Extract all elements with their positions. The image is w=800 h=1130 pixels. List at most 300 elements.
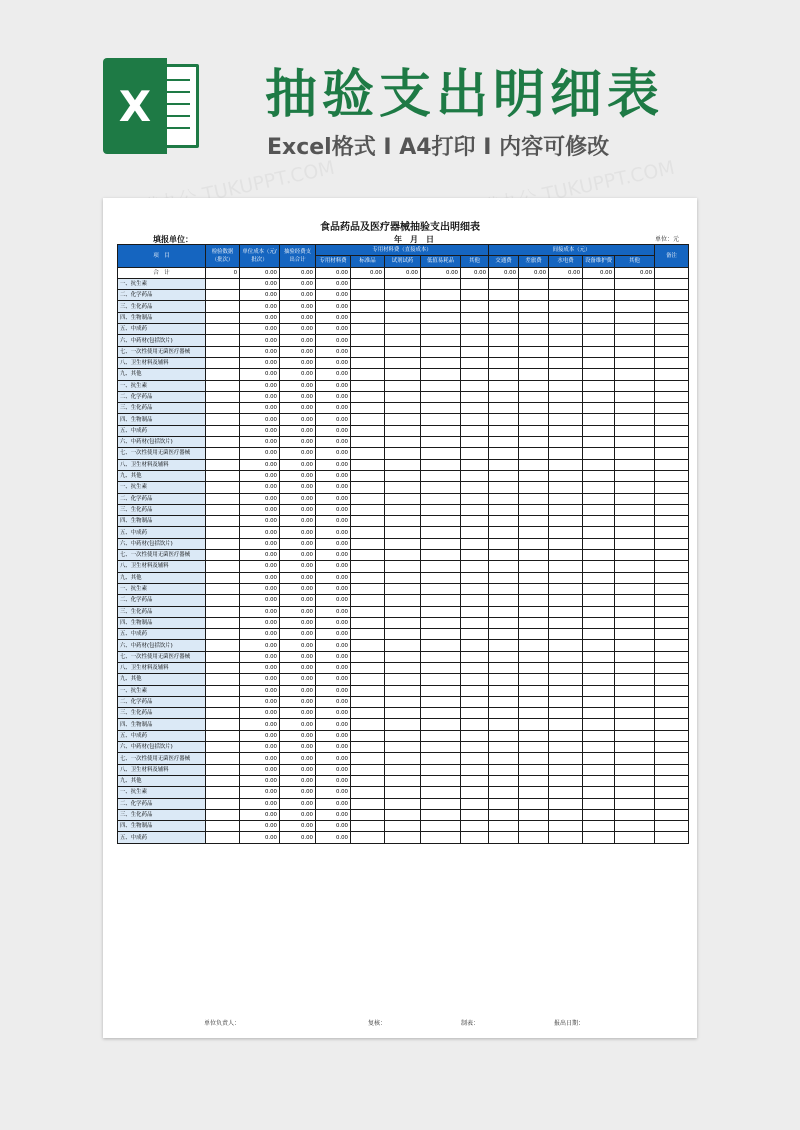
empty-cell xyxy=(385,809,421,820)
empty-cell xyxy=(351,301,385,312)
table-row xyxy=(118,685,689,696)
value-cell: 0.00 xyxy=(240,572,280,583)
empty-cell xyxy=(655,629,689,640)
empty-cell xyxy=(549,414,583,425)
empty-cell xyxy=(549,357,583,368)
empty-cell xyxy=(615,290,655,301)
empty-cell xyxy=(489,391,519,402)
empty-cell xyxy=(489,662,519,673)
table-row xyxy=(118,764,689,775)
empty-cell xyxy=(549,821,583,832)
empty-cell xyxy=(351,685,385,696)
value-cell: 0.00 xyxy=(240,324,280,335)
page-subtitle: Excel格式 I A4打印 I 内容可修改 xyxy=(267,135,610,160)
empty-cell xyxy=(385,606,421,617)
empty-cell xyxy=(489,595,519,606)
empty-cell xyxy=(351,719,385,730)
value-cell: 0.00 xyxy=(316,312,351,323)
empty-cell xyxy=(351,448,385,459)
empty-cell xyxy=(519,595,549,606)
value-cell: 0.00 xyxy=(316,278,351,289)
empty-cell xyxy=(351,832,385,843)
value-cell: 0.00 xyxy=(280,504,316,515)
empty-cell xyxy=(655,651,689,662)
empty-cell xyxy=(385,561,421,572)
empty-cell xyxy=(351,550,385,561)
test-count-cell xyxy=(206,742,240,753)
table-row xyxy=(118,312,689,323)
empty-cell xyxy=(549,324,583,335)
empty-cell xyxy=(489,470,519,481)
row-label: 四、生物制品 xyxy=(118,414,206,425)
value-cell: 0.00 xyxy=(240,482,280,493)
empty-cell xyxy=(489,798,519,809)
value-cell: 0.00 xyxy=(280,470,316,481)
empty-cell xyxy=(615,753,655,764)
value-cell: 0.00 xyxy=(240,380,280,391)
test-count-cell xyxy=(206,617,240,628)
value-cell: 0.00 xyxy=(280,798,316,809)
empty-cell xyxy=(461,561,489,572)
empty-cell xyxy=(489,651,519,662)
empty-cell xyxy=(385,278,421,289)
empty-cell xyxy=(421,730,461,741)
empty-cell xyxy=(519,459,549,470)
empty-cell xyxy=(489,403,519,414)
empty-cell xyxy=(421,708,461,719)
empty-cell xyxy=(655,278,689,289)
empty-cell xyxy=(351,391,385,402)
empty-cell xyxy=(615,617,655,628)
empty-cell xyxy=(519,742,549,753)
row-label: 九、其他 xyxy=(118,470,206,481)
empty-cell xyxy=(549,335,583,346)
empty-cell xyxy=(583,550,615,561)
excel-icon xyxy=(103,58,203,154)
empty-cell xyxy=(421,651,461,662)
empty-cell xyxy=(351,538,385,549)
row-label: 五、中成药 xyxy=(118,629,206,640)
empty-cell xyxy=(351,527,385,538)
test-count-cell xyxy=(206,470,240,481)
empty-cell xyxy=(489,324,519,335)
empty-cell xyxy=(615,403,655,414)
empty-cell xyxy=(549,391,583,402)
empty-cell xyxy=(385,380,421,391)
value-cell: 0.00 xyxy=(240,662,280,673)
empty-cell xyxy=(385,493,421,504)
empty-cell xyxy=(519,448,549,459)
empty-cell xyxy=(351,629,385,640)
row-label: 四、生物制品 xyxy=(118,312,206,323)
empty-cell xyxy=(489,606,519,617)
value-cell: 0.00 xyxy=(280,437,316,448)
empty-cell xyxy=(655,809,689,820)
empty-cell xyxy=(351,403,385,414)
value-cell: 0.00 xyxy=(280,493,316,504)
header-item: 项 目 xyxy=(118,245,206,268)
empty-cell xyxy=(385,775,421,786)
empty-cell xyxy=(461,753,489,764)
empty-cell xyxy=(351,516,385,527)
empty-cell xyxy=(615,798,655,809)
header-remark: 备注 xyxy=(655,245,689,268)
empty-cell xyxy=(615,482,655,493)
empty-cell xyxy=(519,414,549,425)
table-row xyxy=(118,572,689,583)
value-cell: 0.00 xyxy=(316,561,351,572)
empty-cell xyxy=(385,708,421,719)
table-row xyxy=(118,708,689,719)
value-cell: 0.00 xyxy=(280,685,316,696)
empty-cell xyxy=(583,696,615,707)
empty-cell xyxy=(655,730,689,741)
empty-cell xyxy=(351,708,385,719)
row-label: 四、生物制品 xyxy=(118,617,206,628)
table-row xyxy=(118,719,689,730)
empty-cell xyxy=(461,719,489,730)
empty-cell xyxy=(615,651,655,662)
empty-cell xyxy=(615,357,655,368)
row-label: 四、生物制品 xyxy=(118,516,206,527)
value-cell: 0.00 xyxy=(240,798,280,809)
value-cell: 0.00 xyxy=(316,414,351,425)
test-count-cell xyxy=(206,674,240,685)
empty-cell xyxy=(351,617,385,628)
row-label: 四、生物制品 xyxy=(118,719,206,730)
empty-cell xyxy=(519,696,549,707)
empty-cell xyxy=(583,290,615,301)
test-count-cell xyxy=(206,324,240,335)
empty-cell xyxy=(583,595,615,606)
row-label: 一、抗生素 xyxy=(118,380,206,391)
empty-cell xyxy=(615,516,655,527)
empty-cell xyxy=(461,640,489,651)
header-sub-column: 试剂试药 xyxy=(385,256,421,267)
row-label: 六、中药材(包括饮片) xyxy=(118,640,206,651)
table-row xyxy=(118,798,689,809)
empty-cell xyxy=(461,414,489,425)
value-cell: 0.00 xyxy=(316,425,351,436)
empty-cell xyxy=(583,278,615,289)
empty-cell xyxy=(583,324,615,335)
empty-cell xyxy=(461,403,489,414)
empty-cell xyxy=(385,753,421,764)
empty-cell xyxy=(421,482,461,493)
test-count-cell xyxy=(206,662,240,673)
empty-cell xyxy=(421,775,461,786)
empty-cell xyxy=(583,346,615,357)
empty-cell xyxy=(583,504,615,515)
header-total-expense: 抽验经费支出合计 xyxy=(280,245,316,268)
value-cell: 0.00 xyxy=(280,775,316,786)
empty-cell xyxy=(385,674,421,685)
empty-cell xyxy=(583,437,615,448)
table-row xyxy=(118,437,689,448)
empty-cell xyxy=(351,764,385,775)
empty-cell xyxy=(461,674,489,685)
empty-cell xyxy=(421,278,461,289)
empty-cell xyxy=(421,516,461,527)
value-cell: 0.00 xyxy=(316,482,351,493)
test-count-cell xyxy=(206,606,240,617)
test-count-cell xyxy=(206,369,240,380)
value-cell: 0.00 xyxy=(280,719,316,730)
empty-cell xyxy=(489,832,519,843)
test-count-cell xyxy=(206,696,240,707)
empty-cell xyxy=(351,572,385,583)
empty-cell xyxy=(615,437,655,448)
empty-cell xyxy=(615,742,655,753)
empty-cell xyxy=(421,357,461,368)
empty-cell xyxy=(421,821,461,832)
table-row xyxy=(118,651,689,662)
empty-cell xyxy=(519,798,549,809)
empty-cell xyxy=(655,753,689,764)
empty-cell xyxy=(461,312,489,323)
empty-cell xyxy=(461,730,489,741)
total-cell: 0.00 xyxy=(240,267,280,278)
empty-cell xyxy=(519,324,549,335)
empty-cell xyxy=(519,437,549,448)
table-row xyxy=(118,629,689,640)
empty-cell xyxy=(461,742,489,753)
empty-cell xyxy=(615,730,655,741)
empty-cell xyxy=(549,662,583,673)
empty-cell xyxy=(549,629,583,640)
test-count-cell xyxy=(206,448,240,459)
value-cell: 0.00 xyxy=(240,595,280,606)
date-label: 年 月 日 xyxy=(394,235,434,244)
value-cell: 0.00 xyxy=(240,290,280,301)
empty-cell xyxy=(421,312,461,323)
empty-cell xyxy=(655,719,689,730)
empty-cell xyxy=(583,357,615,368)
test-count-cell xyxy=(206,821,240,832)
empty-cell xyxy=(655,696,689,707)
empty-cell xyxy=(549,583,583,594)
empty-cell xyxy=(583,482,615,493)
value-cell: 0.00 xyxy=(316,809,351,820)
empty-cell xyxy=(489,493,519,504)
value-cell: 0.00 xyxy=(316,629,351,640)
value-cell: 0.00 xyxy=(240,504,280,515)
value-cell: 0.00 xyxy=(280,730,316,741)
row-label: 七、一次性使用无菌医疗器械 xyxy=(118,651,206,662)
empty-cell xyxy=(489,764,519,775)
empty-cell xyxy=(655,595,689,606)
row-label: 九、其他 xyxy=(118,775,206,786)
value-cell: 0.00 xyxy=(240,674,280,685)
empty-cell xyxy=(421,809,461,820)
empty-cell xyxy=(385,832,421,843)
empty-cell xyxy=(549,470,583,481)
empty-cell xyxy=(489,278,519,289)
empty-cell xyxy=(421,414,461,425)
row-label: 二、化学药品 xyxy=(118,290,206,301)
empty-cell xyxy=(549,493,583,504)
row-label: 三、生化药品 xyxy=(118,301,206,312)
empty-cell xyxy=(351,414,385,425)
empty-cell xyxy=(351,753,385,764)
value-cell: 0.00 xyxy=(280,821,316,832)
empty-cell xyxy=(489,335,519,346)
empty-cell xyxy=(385,550,421,561)
table-row xyxy=(118,380,689,391)
row-label: 四、生物制品 xyxy=(118,821,206,832)
empty-cell xyxy=(461,290,489,301)
empty-cell xyxy=(549,809,583,820)
empty-cell xyxy=(351,470,385,481)
test-count-cell xyxy=(206,708,240,719)
empty-cell xyxy=(519,719,549,730)
empty-cell xyxy=(655,324,689,335)
value-cell: 0.00 xyxy=(316,606,351,617)
empty-cell xyxy=(421,617,461,628)
empty-cell xyxy=(583,753,615,764)
empty-cell xyxy=(461,504,489,515)
empty-cell xyxy=(351,595,385,606)
empty-cell xyxy=(385,459,421,470)
value-cell: 0.00 xyxy=(316,617,351,628)
empty-cell xyxy=(615,493,655,504)
test-count-cell xyxy=(206,730,240,741)
empty-cell xyxy=(519,617,549,628)
empty-cell xyxy=(461,798,489,809)
value-cell: 0.00 xyxy=(280,482,316,493)
empty-cell xyxy=(583,583,615,594)
value-cell: 0.00 xyxy=(240,527,280,538)
test-count-cell xyxy=(206,504,240,515)
empty-cell xyxy=(489,629,519,640)
test-count-cell xyxy=(206,798,240,809)
empty-cell xyxy=(351,425,385,436)
table-row xyxy=(118,742,689,753)
empty-cell xyxy=(583,391,615,402)
test-count-cell xyxy=(206,685,240,696)
empty-cell xyxy=(519,629,549,640)
empty-cell xyxy=(385,414,421,425)
empty-cell xyxy=(385,629,421,640)
value-cell: 0.00 xyxy=(280,290,316,301)
empty-cell xyxy=(549,516,583,527)
total-cell: 0.00 xyxy=(489,267,519,278)
empty-cell xyxy=(583,301,615,312)
empty-cell xyxy=(519,312,549,323)
test-count-cell xyxy=(206,425,240,436)
row-label: 八、卫生材料及辅料 xyxy=(118,459,206,470)
empty-cell xyxy=(385,798,421,809)
empty-cell xyxy=(615,561,655,572)
empty-cell xyxy=(489,674,519,685)
empty-cell xyxy=(615,448,655,459)
empty-cell xyxy=(421,437,461,448)
value-cell: 0.00 xyxy=(316,516,351,527)
empty-cell xyxy=(655,583,689,594)
value-cell: 0.00 xyxy=(280,572,316,583)
value-cell: 0.00 xyxy=(316,470,351,481)
footer-date: 报出日期： xyxy=(554,1020,585,1027)
value-cell: 0.00 xyxy=(240,391,280,402)
table-row xyxy=(118,448,689,459)
value-cell: 0.00 xyxy=(316,290,351,301)
empty-cell xyxy=(519,470,549,481)
empty-cell xyxy=(615,595,655,606)
value-cell: 0.00 xyxy=(240,832,280,843)
value-cell: 0.00 xyxy=(240,719,280,730)
test-count-cell xyxy=(206,640,240,651)
empty-cell xyxy=(655,640,689,651)
empty-cell xyxy=(489,369,519,380)
empty-cell xyxy=(583,606,615,617)
empty-cell xyxy=(655,437,689,448)
empty-cell xyxy=(385,391,421,402)
empty-cell xyxy=(519,787,549,798)
value-cell: 0.00 xyxy=(280,753,316,764)
row-label: 三、生化药品 xyxy=(118,403,206,414)
empty-cell xyxy=(421,448,461,459)
empty-cell xyxy=(549,798,583,809)
value-cell: 0.00 xyxy=(240,425,280,436)
value-cell: 0.00 xyxy=(240,775,280,786)
row-label: 三、生化药品 xyxy=(118,809,206,820)
empty-cell xyxy=(655,482,689,493)
empty-cell xyxy=(549,369,583,380)
empty-cell xyxy=(615,278,655,289)
empty-cell xyxy=(549,719,583,730)
empty-cell xyxy=(461,629,489,640)
empty-cell xyxy=(351,357,385,368)
value-cell: 0.00 xyxy=(240,550,280,561)
row-label: 九、其他 xyxy=(118,674,206,685)
empty-cell xyxy=(549,640,583,651)
total-cell: 0.00 xyxy=(351,267,385,278)
empty-cell xyxy=(421,527,461,538)
value-cell: 0.00 xyxy=(240,357,280,368)
empty-cell xyxy=(461,617,489,628)
empty-cell xyxy=(615,550,655,561)
empty-cell xyxy=(351,606,385,617)
test-count-cell xyxy=(206,290,240,301)
empty-cell xyxy=(583,538,615,549)
empty-cell xyxy=(583,809,615,820)
table-row xyxy=(118,561,689,572)
empty-cell xyxy=(489,583,519,594)
empty-cell xyxy=(655,775,689,786)
empty-cell xyxy=(615,380,655,391)
empty-cell xyxy=(655,448,689,459)
total-cell: 0 xyxy=(206,267,240,278)
empty-cell xyxy=(583,617,615,628)
empty-cell xyxy=(461,583,489,594)
value-cell: 0.00 xyxy=(280,583,316,594)
empty-cell xyxy=(615,538,655,549)
test-count-cell xyxy=(206,391,240,402)
empty-cell xyxy=(615,346,655,357)
empty-cell xyxy=(461,391,489,402)
empty-cell xyxy=(519,674,549,685)
value-cell: 0.00 xyxy=(240,617,280,628)
table-row xyxy=(118,324,689,335)
empty-cell xyxy=(655,425,689,436)
empty-cell xyxy=(615,662,655,673)
empty-cell xyxy=(385,685,421,696)
value-cell: 0.00 xyxy=(240,606,280,617)
value-cell: 0.00 xyxy=(280,629,316,640)
empty-cell xyxy=(351,809,385,820)
test-count-cell xyxy=(206,403,240,414)
empty-cell xyxy=(461,606,489,617)
